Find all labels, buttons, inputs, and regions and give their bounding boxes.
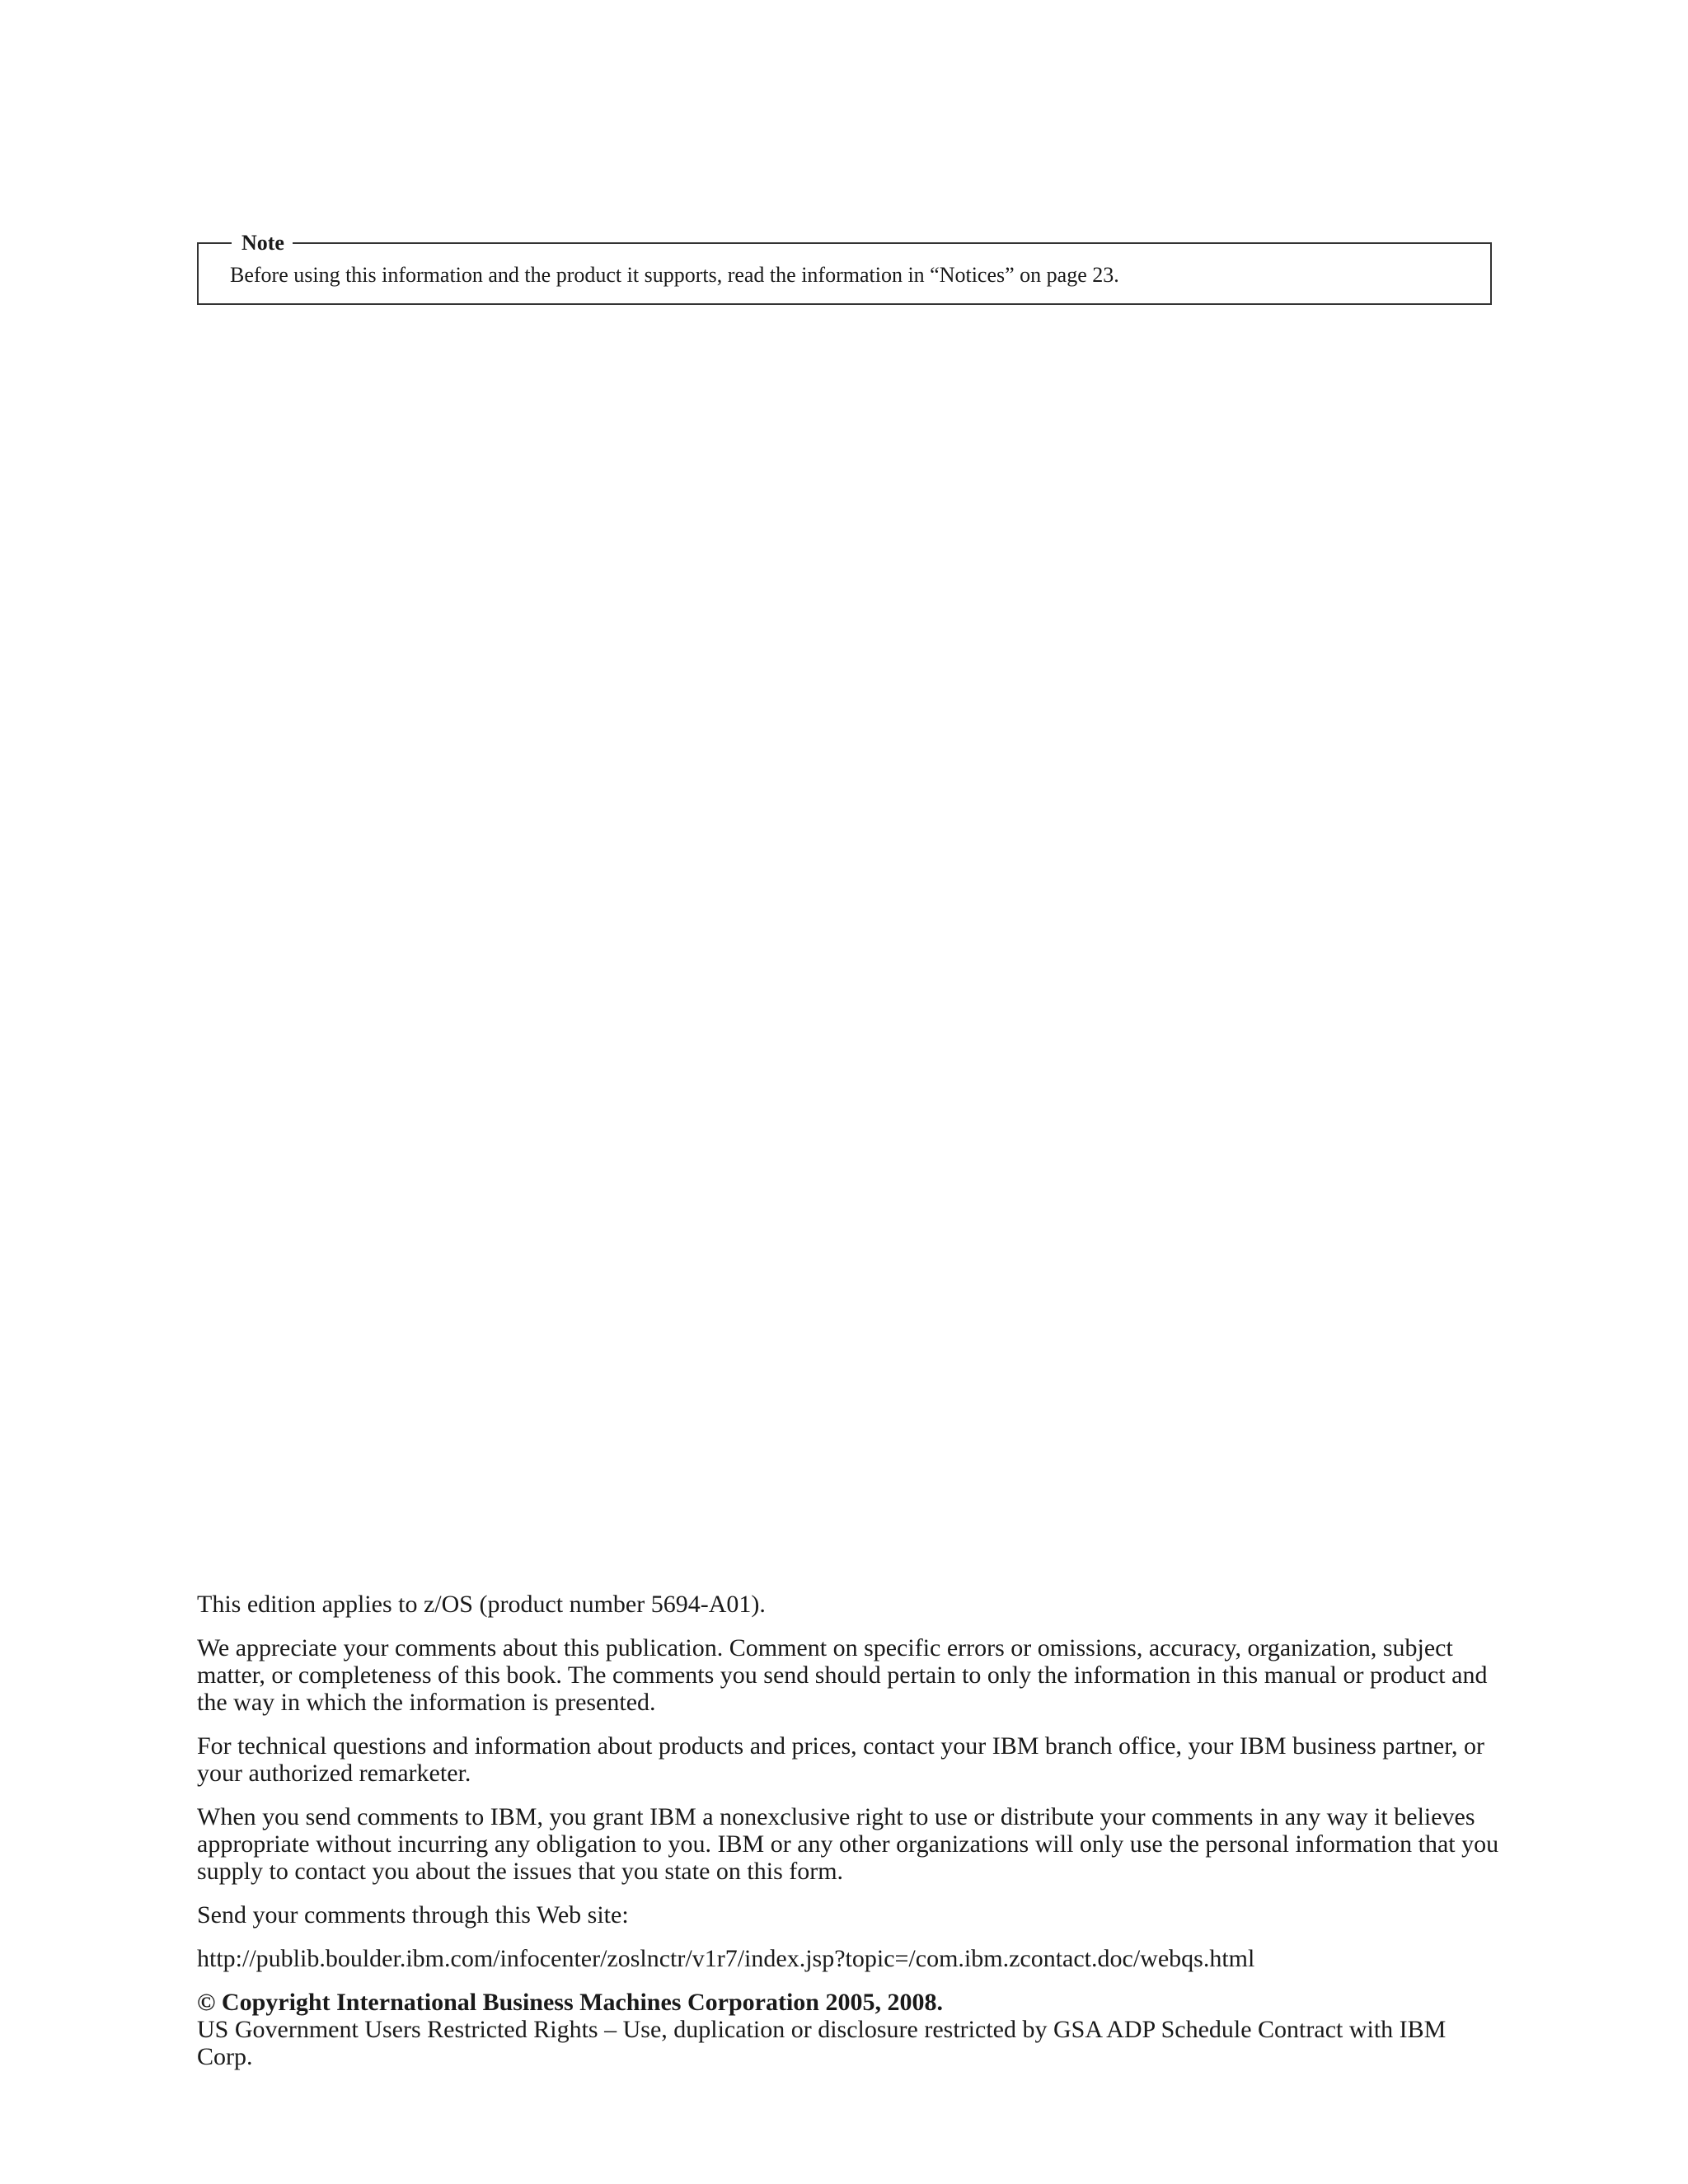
copyright-line: © Copyright International Business Machines Corporation 2005, 2008. [197, 1989, 943, 2016]
feedback-url[interactable]: http://publib.boulder.ibm.com/infocenter/zoslnctr/v1r7/index.jsp?topic=/com.ibm.zcontact.doc/webqs.html [197, 1945, 1255, 1972]
send-comments-paragraph: Send your comments through this Web site: [197, 1901, 629, 1929]
edition-notice [197, 1591, 1499, 2070]
note-text: Before using this information and the product it supports, read the information in “Notices” on page 23. [230, 263, 1119, 287]
technical-questions-paragraph: For technical questions and information about products and prices, contact your IBM branch office, your IBM business partner, or your authorized remarketer. [197, 1732, 1485, 1787]
edition-applies: This edition applies to z/OS (product number 5694-A01). [197, 1591, 766, 1618]
note-label: Note [232, 231, 293, 255]
grant-rights-paragraph: When you send comments to IBM, you grant IBM a nonexclusive right to use or distribute your comments in any way it believes appropriate without incurring any obligation to you. IBM or any other organizations will only use the personal information that you supply to contact you about the issues that you state on this form. [197, 1803, 1499, 1885]
comments-paragraph: We appreciate your comments about this publication. Comment on specific errors or omissions, accuracy, organization, subject matter, or completeness of this book. The comments you send should pertain to only the information in this manual or product and the way in which the information is presented. [197, 1634, 1488, 1716]
restricted-rights: US Government Users Restricted Rights – Use, duplication or disclosure restricted by GSA ADP Schedule Contract with IBM Corp. [197, 2016, 1447, 2070]
note-box [197, 231, 1492, 305]
